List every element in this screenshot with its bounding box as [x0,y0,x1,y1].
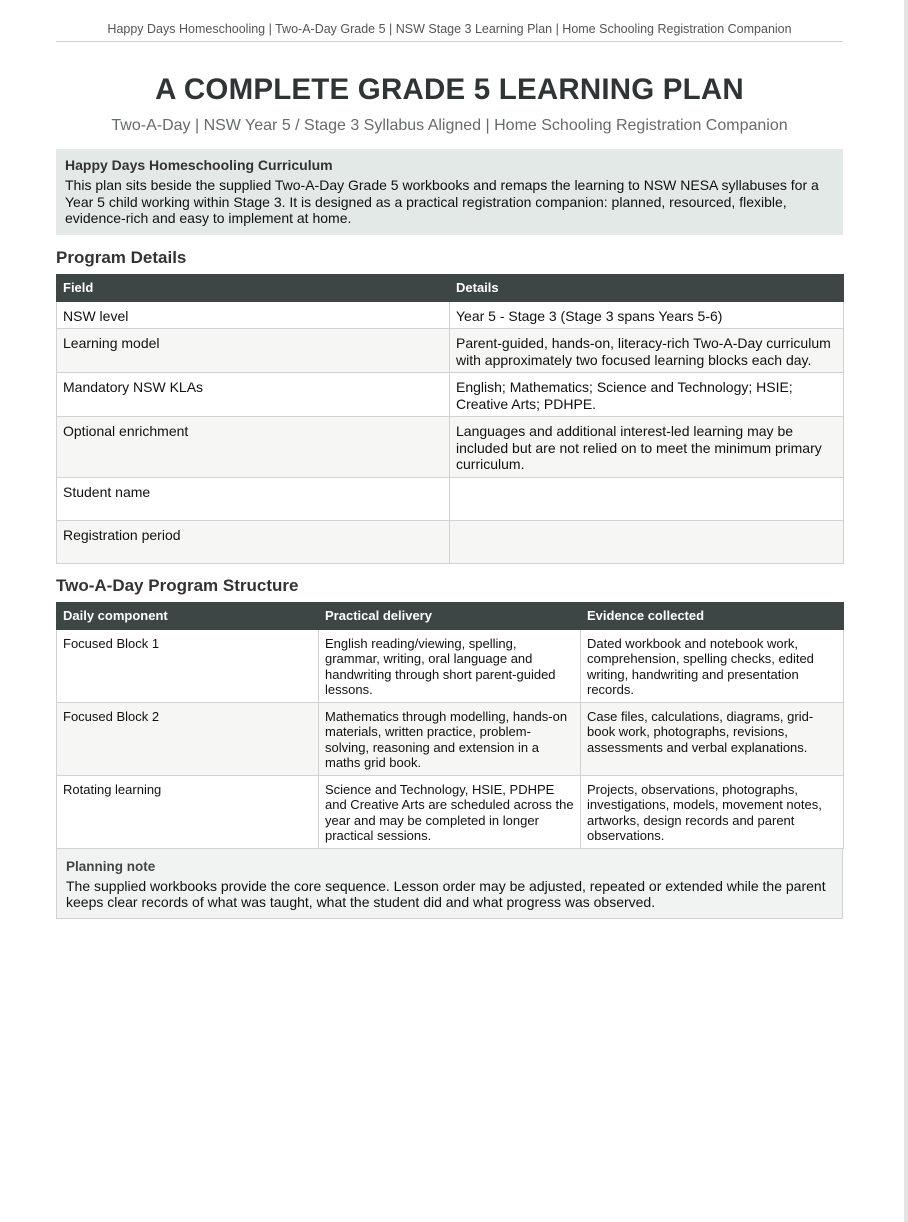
table-cell: English; Mathematics; Science and Technology; HSIE; Creative Arts; PDHPE. [450,373,844,417]
table-header-row [57,274,844,301]
table-cell: Rotating learning [57,775,319,848]
intro-text: This plan sits beside the supplied Two-A-Day Grade 5 workbooks and remaps the learning to NSW NESA syllabuses for a Year 5 child working within Stage 3. It is designed as a practical registration companion: planned, resourced, flexible, evidence-rich and easy to implement at home. [65,177,819,226]
registration-period-field [450,520,844,563]
column-header: Evidence collected [581,602,844,629]
table-cell: Projects, observations, photographs, investigations, models, movement notes, artworks, design records and parent observations. [581,775,844,848]
table-row [57,702,844,775]
table-cell: NSW level [57,301,450,329]
column-header: Daily component [57,602,319,629]
table-header-row [57,602,844,629]
table-row [57,520,844,563]
column-header: Details [450,274,844,301]
document-title: A COMPLETE GRADE 5 LEARNING PLAN [155,73,744,106]
table-cell: Student name [57,477,450,520]
column-header: Field [57,274,450,301]
document-page [56,0,843,919]
program-structure-heading: Two-A-Day Program Structure [56,575,299,595]
table-row [57,417,844,478]
table-cell: Optional enrichment [57,417,450,478]
table-cell: Parent-guided, hands-on, literacy-rich Two-A-Day curriculum with approximately two focused learning blocks each day. [450,329,844,373]
table-cell: Dated workbook and notebook work, comprehension, spelling checks, edited writing, handwriting and presentation records. [581,629,844,702]
table-cell: Learning model [57,329,450,373]
table-cell: Science and Technology, HSIE, PDHPE and Creative Arts are scheduled across the year and may be completed in longer practical sessions. [319,775,581,848]
page-edge-shadow [904,0,908,1222]
program-structure-table [56,602,844,849]
table-cell: Languages and additional interest-led learning may be included but are not relied on to meet the minimum primary curriculum. [450,417,844,478]
table-row [57,775,844,848]
table-row [57,629,844,702]
program-details-heading: Program Details [56,247,187,267]
table-row [57,301,844,329]
intro-title: Happy Days Homeschooling Curriculum [65,157,333,173]
table-cell: Year 5 - Stage 3 (Stage 3 spans Years 5-6) [450,301,844,329]
student-name-field [450,477,844,520]
planning-note-title: Planning note [66,858,156,874]
table-row [57,329,844,373]
table-cell: Case files, calculations, diagrams, grid-book work, photographs, revisions, assessments and verbal explanations. [581,702,844,775]
intro-box [56,149,843,235]
table-cell: Registration period [57,520,450,563]
table-cell: Mandatory NSW KLAs [57,373,450,417]
table-cell: English reading/viewing, spelling, grammar, writing, oral language and handwriting through short parent-guided lessons. [319,629,581,702]
document-subtitle: Two-A-Day | NSW Year 5 / Stage 3 Syllabus Aligned | Home Schooling Registration Companion [111,117,788,134]
planning-note-box [56,849,843,919]
table-cell: Focused Block 1 [57,629,319,702]
table-cell: Focused Block 2 [57,702,319,775]
column-header: Practical delivery [319,602,581,629]
table-row [57,373,844,417]
running-header: Happy Days Homeschooling | Two-A-Day Grade 5 | NSW Stage 3 Learning Plan | Home Schooling Registration Companion [56,0,843,42]
planning-note-text: The supplied workbooks provide the core sequence. Lesson order may be adjusted, repeated or extended while the parent keeps clear records of what was taught, what the student did and what progress was observed. [66,877,826,910]
table-cell: Mathematics through modelling, hands-on materials, written practice, problem-solving, reasoning and extension in a maths grid book. [319,702,581,775]
table-row [57,477,844,520]
program-details-table [56,274,844,564]
